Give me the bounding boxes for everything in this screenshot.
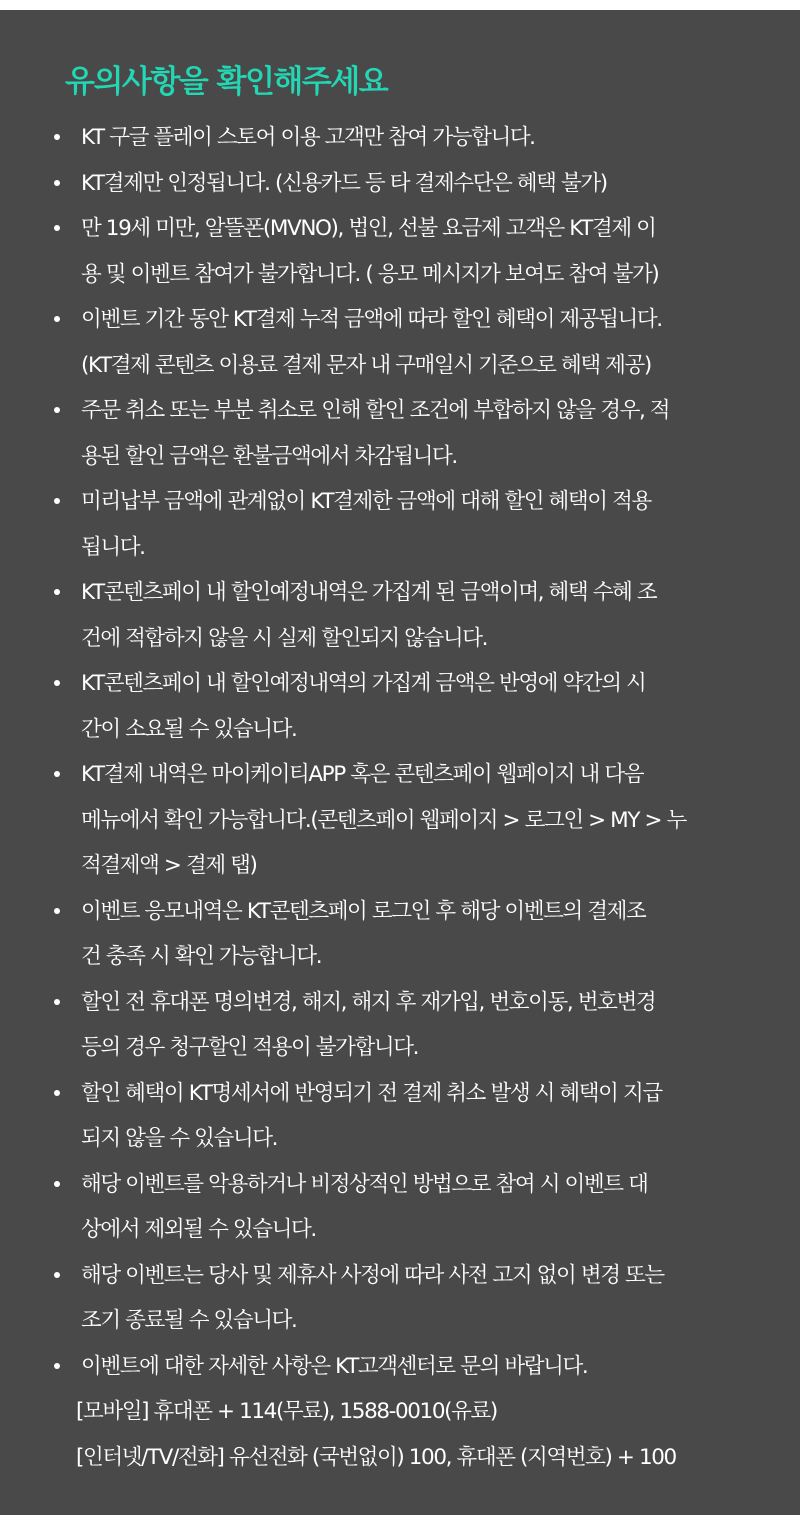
notice-text-line: 주문 취소 또는 부분 취소로 인해 할인 조건에 부합하지 않을 경우, 적 [81,398,670,423]
notice-text-line: 미리납부 금액에 관계없이 KT결제한 금액에 대해 할인 혜택이 적용 [81,489,651,514]
notice-text-line: 용된 할인 금액은 환불금액에서 차감됩니다. [81,443,457,469]
notice-item [54,570,760,661]
bullet-icon [54,999,60,1005]
notice-text-line: 됩니다. [81,534,145,560]
notice-text-line: 상에서 제외될 수 있습니다. [81,1217,316,1242]
notice-text-line: 조기 종료될 수 있습니다. [81,1308,297,1333]
notice-text-line: 되지 않을 수 있습니다. [81,1126,278,1151]
notice-text-line: KT콘텐츠페이 내 할인예정내역은 가집계 된 금액이며, 혜택 수혜 조 [81,580,657,605]
notice-text-line: 간이 소요될 수 있습니다. [81,716,297,742]
notice-text-line: 해당 이벤트는 당사 및 제휴사 사정에 따라 사전 고지 없이 변경 또는 [81,1262,664,1288]
notice-item [54,1253,760,1344]
notice-text-line: 만 19세 미만, 알뜰폰(MVNO), 법인, 선불 요금제 고객은 KT결제 이 [81,216,656,241]
notice-item [54,661,760,752]
notice-text-line: 할인 혜택이 KT명세서에 반영되기 전 결제 취소 발생 시 혜택이 지급 [81,1080,662,1106]
bullet-icon [54,1181,60,1187]
notice-text-line: KT콘텐츠페이 내 할인예정내역의 가집계 금액은 반영에 약간의 시 [81,671,646,696]
notice-text-line: 이벤트에 대한 자세한 사항은 KT고객센터로 문의 바랍니다. [81,1353,588,1379]
notice-text-line: KT결제만 인정됩니다. (신용카드 등 타 결제수단은 혜택 불가) [81,170,607,196]
notice-list [54,115,760,1480]
bullet-icon [54,1363,60,1369]
notice-text-line: KT결제 내역은 마이케이티APP 혹은 콘텐츠페이 웹페이지 내 다음 [81,762,644,787]
notice-item [54,980,760,1071]
bullet-icon [54,771,60,777]
notice-item [54,115,760,161]
bullet-icon [54,1090,60,1096]
notice-title: 유의사항을 확인해주세요 [65,64,388,100]
bullet-icon [54,180,60,186]
notice-text-line: 용 및 이벤트 참여가 불가합니다. ( 응모 메시지가 보여도 참여 불가) [81,261,659,287]
notice-item [54,1344,760,1481]
notice-item [54,752,760,889]
notice-item [54,161,760,207]
notice-item [54,1162,760,1253]
notice-panel [0,10,800,1515]
bullet-icon [54,316,60,322]
notice-text-line: 해당 이벤트를 악용하거나 비정상적인 방법으로 참여 시 이벤트 대 [81,1171,648,1197]
notice-text-line: (KT결제 콘텐츠 이용료 결제 문자 내 구매일시 기준으로 혜택 제공) [81,352,651,378]
notice-text-line: 건에 적합하지 않을 시 실제 할인되지 않습니다. [81,625,488,651]
notice-text-line: KT 구글 플레이 스토어 이용 고객만 참여 가능합니다. [81,125,535,150]
notice-text-line: 이벤트 기간 동안 KT결제 누적 금액에 따라 할인 혜택이 제공됩니다. [81,307,662,332]
notice-item [54,889,760,980]
bullet-icon [54,407,60,413]
notice-text-line: 적결제액 > 결제 탭) [81,853,257,878]
notice-text-line: 할인 전 휴대폰 명의변경, 해지, 해지 후 재가입, 번호이동, 번호변경 [81,989,656,1015]
contact-line: [인터넷/TV/전화] 유선전화 (국번없이) 100, 휴대폰 (지역번호) + 100 [76,1444,676,1470]
notice-item [54,297,760,388]
notice-item [54,388,760,479]
bullet-icon [54,498,60,504]
notice-item [54,479,760,570]
contact-line: [모바일] 휴대폰 + 114(무료), 1588-0010(유료) [76,1399,497,1424]
notice-text-line: 등의 경우 청구할인 적용이 불가합니다. [81,1035,419,1060]
notice-text-line: 이벤트 응모내역은 KT콘텐츠페이 로그인 후 해당 이벤트의 결제조 [81,898,646,924]
notice-text-line: 건 충족 시 확인 가능합니다. [81,944,322,969]
bullet-icon [54,225,60,231]
notice-item [54,1071,760,1162]
bullet-icon [54,908,60,914]
bullet-icon [54,680,60,686]
notice-item [54,206,760,297]
bullet-icon [54,134,60,140]
notice-text-line: 메뉴에서 확인 가능합니다.(콘텐츠페이 웹페이지 > 로그인 > MY > 누 [81,807,686,833]
bullet-icon [54,1272,60,1278]
bullet-icon [54,589,60,595]
